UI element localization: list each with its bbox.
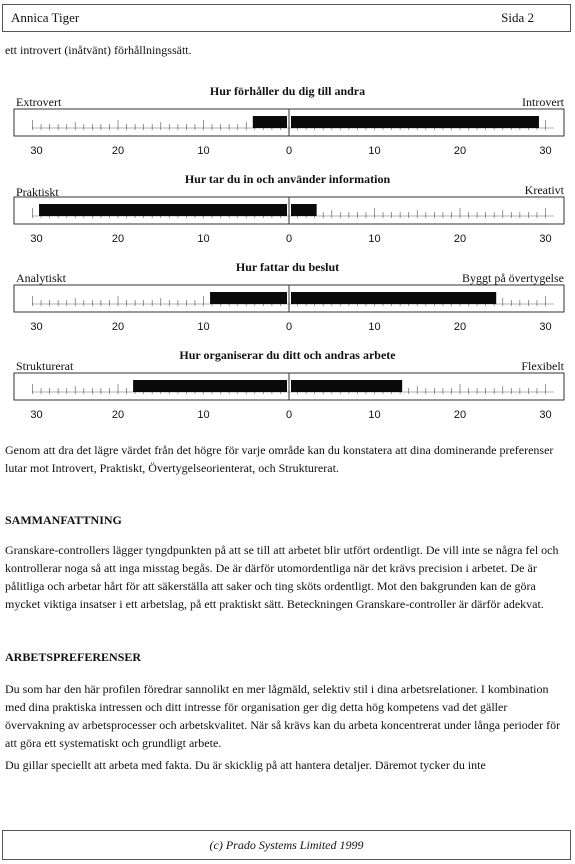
scale-3 <box>0 260 575 333</box>
scale-right-label: Byggt på övertygelse <box>462 271 564 285</box>
tick-label: 30 <box>539 233 552 245</box>
tick-label: 0 <box>285 145 293 157</box>
tick-label: 10 <box>368 145 381 157</box>
tick-label: 20 <box>111 145 125 157</box>
left-score-bar <box>253 116 287 128</box>
scale-right-label: Kreativt <box>524 183 564 197</box>
scale-graphic <box>0 260 575 336</box>
scale-left-label: Praktiskt <box>16 185 59 199</box>
section-heading-work-preferences: ARBETSPREFERENSER <box>5 650 142 664</box>
right-score-bar <box>291 292 496 304</box>
intro-line: ett introvert (inåtvänt) förhållningssätt. <box>5 43 192 57</box>
left-score-bar <box>39 204 287 216</box>
tick-label: 20 <box>111 409 125 421</box>
scale-right-label: Introvert <box>522 95 564 109</box>
tick-label: 30 <box>30 233 43 245</box>
tick-label: 30 <box>30 409 43 421</box>
left-score-bar <box>133 380 287 392</box>
tick-label: 20 <box>453 321 467 333</box>
work-preferences-text-2: Du gillar speciellt att arbeta med fakta. Du är skicklig på att hantera detaljer. Däremot tycker du inte <box>5 758 486 772</box>
tick-label: 10 <box>197 409 210 421</box>
tick-label: 30 <box>30 145 43 157</box>
tick-label: 20 <box>453 145 467 157</box>
right-score-bar <box>291 380 402 392</box>
scale-title: Hur organiserar du ditt och andras arbete <box>179 348 396 362</box>
tick-label: 10 <box>368 321 381 333</box>
tick-label: 10 <box>368 409 381 421</box>
page-header <box>2 4 571 32</box>
page-footer: (c) Prado Systems Limited 1999 <box>2 830 571 860</box>
section-heading-summary: SAMMANFATTNING <box>5 513 122 527</box>
tick-label: 10 <box>197 321 210 333</box>
tick-label: 10 <box>368 233 381 245</box>
tick-label: 20 <box>111 321 125 333</box>
tick-label: 30 <box>539 145 552 157</box>
left-score-bar <box>210 292 287 304</box>
tick-label: 20 <box>111 233 125 245</box>
scale-title: Hur förhåller du dig till andra <box>209 84 366 98</box>
page-number: Sida 2 <box>501 10 534 25</box>
scale-title: Hur tar du in och använder information <box>184 172 391 186</box>
scale-graphic <box>0 84 575 160</box>
tick-label: 20 <box>453 233 467 245</box>
right-score-bar <box>291 204 317 216</box>
scale-title: Hur fattar du beslut <box>235 260 340 274</box>
tick-label: 10 <box>197 233 210 245</box>
scale-left-label: Strukturerat <box>16 359 74 373</box>
tick-label: 10 <box>197 145 210 157</box>
scale-2 <box>0 172 575 245</box>
work-preferences-text: Du som har den här profilen föredrar sannolikt en mer lågmäld, selektiv stil i dina arbetsrelationer. I kombination med dina praktiska intressen och ditt intresse för organisation ger dig detta hög kompetens vad det gäller övervakning av arbetsprocesser och arbetskvalitet. När så krävs kan du arbeta koncentrerat under långa perioder för att göra ett systematiskt och grundligt arbete. <box>5 682 561 750</box>
tick-label: 0 <box>285 233 293 245</box>
tick-label: 30 <box>539 321 552 333</box>
summary-section-text: Granskare-controllers lägger tyngdpunkten på att se till att arbetet blir utfört ordentligt. De vill inte se några fel och kontrollerar noga så att inga misstag begås. De är därför utomordentliga när det krävs precision i arbetet. De är pålitliga och arbetar hårt för att säkerställa att saker och ting sköts ordentligt. Mot den bakgrunden kan de göra mycket viktiga insatser i ett arbetslag, på ett praktiskt sätt. Beteckningen Granskare-controller är därför adekvat. <box>5 543 559 611</box>
scale-4 <box>0 348 575 421</box>
summary-paragraph: Genom att dra det lägre värdet från det högre för varje område kan du konstatera att dina dominerande preferenser lutar mot Introvert, Praktiskt, Övertygelseorienterat, och Strukturerat. <box>5 443 554 475</box>
tick-label: 0 <box>285 321 293 333</box>
tick-label: 0 <box>285 409 293 421</box>
person-name: Annica Tiger <box>11 10 80 25</box>
tick-label: 20 <box>453 409 467 421</box>
tick-label: 30 <box>30 321 43 333</box>
scale-right-label: Flexibelt <box>521 359 564 373</box>
scale-left-label: Analytiskt <box>16 271 66 285</box>
scale-graphic <box>0 348 575 424</box>
scale-left-label: Extrovert <box>16 95 62 109</box>
scale-1 <box>0 84 575 157</box>
scale-graphic <box>0 172 575 248</box>
right-score-bar <box>291 116 539 128</box>
tick-label: 30 <box>539 409 552 421</box>
